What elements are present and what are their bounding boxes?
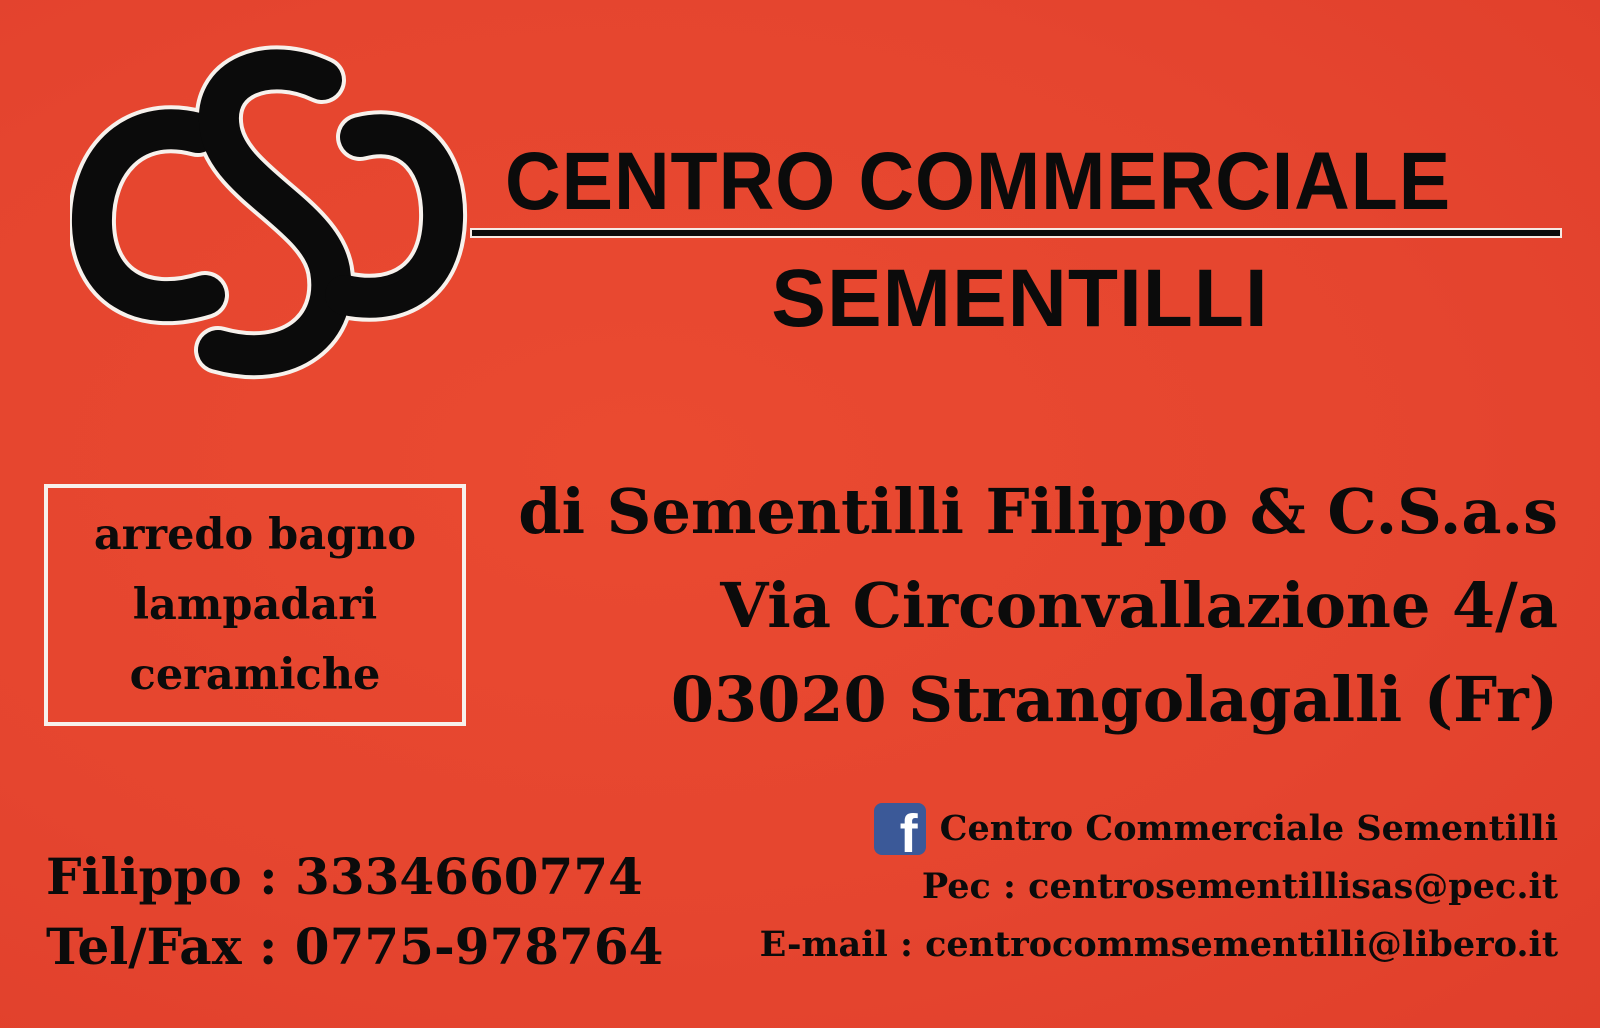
title-divider <box>470 228 1562 238</box>
product-item: lampadari <box>132 580 378 630</box>
street-address: Via Circonvallazione 4/a <box>720 569 1558 642</box>
city-address: 03020 Strangolagalli (Fr) <box>670 663 1558 736</box>
facebook-page-name: Centro Commerciale Sementilli <box>939 808 1558 849</box>
address-block <box>518 465 1558 747</box>
facebook-icon: f <box>874 803 926 855</box>
tel-fax: Tel/Fax : 0775-978764 <box>46 917 664 976</box>
pec-address: Pec : centrosementillisas@pec.it <box>921 866 1558 907</box>
product-item: ceramiche <box>129 650 381 700</box>
brand-title-line2: SEMENTILLI <box>771 253 1269 344</box>
phone-block <box>46 842 663 982</box>
brand-title-line1: CENTRO COMMERCIALE <box>505 136 1452 227</box>
products-box <box>44 484 466 726</box>
facebook-row <box>760 800 1558 864</box>
product-item: arredo bagno <box>93 510 417 560</box>
mobile-phone: Filippo : 3334660774 <box>46 847 643 906</box>
email-address: E-mail : centrocommsementilli@libero.it <box>759 924 1558 965</box>
online-contacts <box>760 800 1558 974</box>
css-logo-icon <box>70 45 470 405</box>
company-name: di Sementilli Filippo & C.S.a.s <box>518 475 1558 548</box>
